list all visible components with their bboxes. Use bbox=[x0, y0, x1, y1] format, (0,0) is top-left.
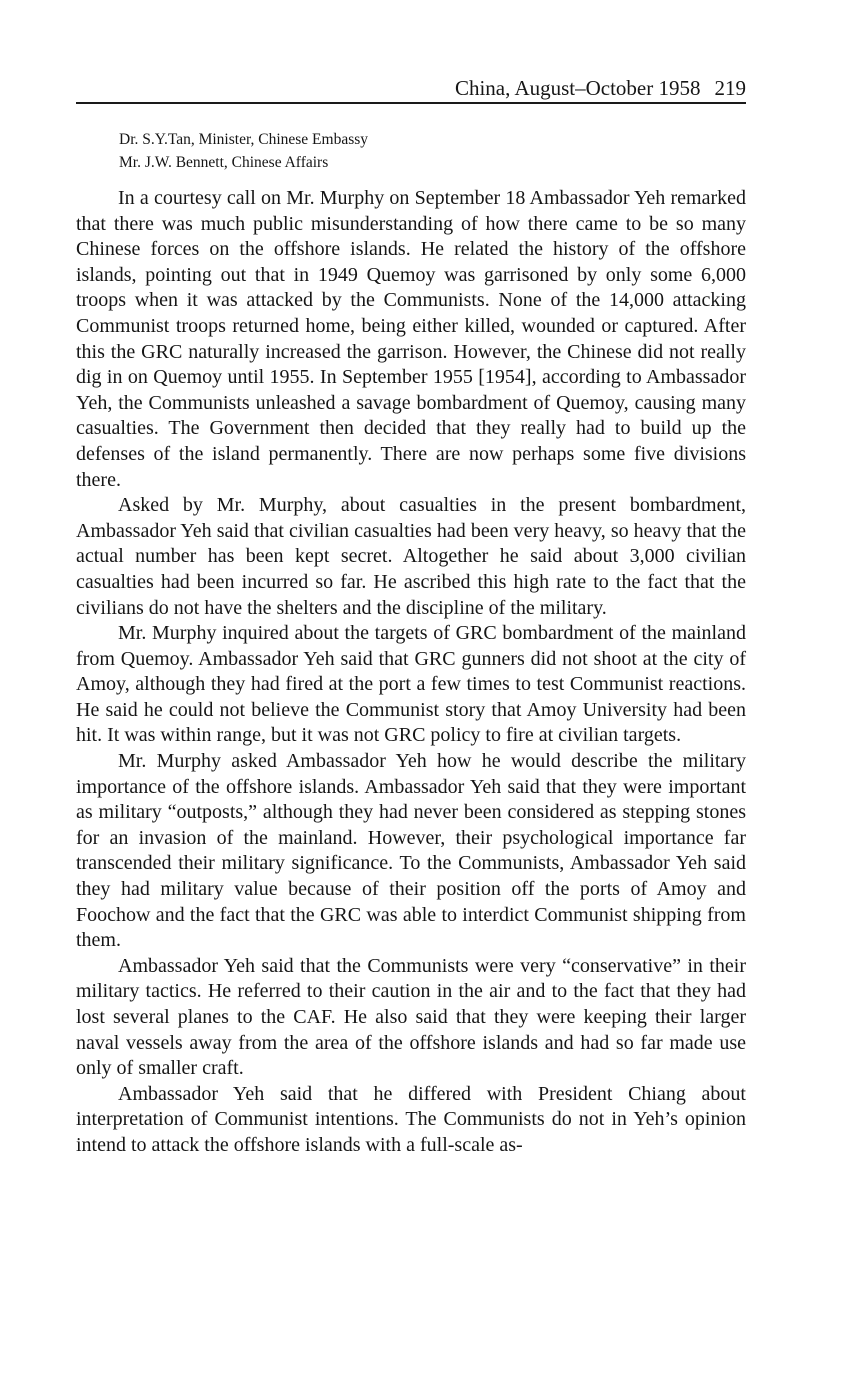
paragraph: In a courtesy call on Mr. Murphy on September 18 Ambassador Yeh remarked that there was much public misunderstanding of how there came to be so many Chinese forces on the offshore islands. He related the history of the offshore islands, pointing out that in 1949 Quemoy was garrisoned by only some 6,000 troops when it was attacked by the Communists. None of the 14,000 attacking Communist troops returned home, being either killed, wounded or captured. After this the GRC naturally increased the garrison. However, the Chinese did not really dig in on Quemoy until 1955. In September 1955 [1954], according to Ambassador Yeh, the Communists unleashed a savage bombardment of Quemoy, causing many casualties. The Government then decided that they really had to build up the defenses of the island permanently. There are now perhaps some five divisions there. bbox=[76, 187, 746, 491]
participants-list bbox=[119, 128, 719, 174]
paragraph: Asked by Mr. Murphy, about casualties in the present bombardment, Ambassador Yeh said that civilian casualties had been very heavy, so heavy that the actual number has been kept secret. Altogether he said about 3,000 civilian casualties had been incurred so far. He ascribed this high rate to the fact that the civilians do not have the shelters and the discipline of the military. bbox=[76, 494, 746, 619]
participant-line: Dr. S.Y.Tan, Minister, Chinese Embassy bbox=[119, 131, 369, 148]
paragraph: Ambassador Yeh said that he differed with President Chiang about interpretation of Communist intentions. The Communists do not in Yeh’s opinion intend to attack the offshore islands with a full-scale as- bbox=[76, 1082, 746, 1156]
running-title: China, August–October 1958 bbox=[454, 76, 701, 100]
paragraph: Mr. Murphy asked Ambassador Yeh how he would describe the military importance of the offshore islands. Ambassador Yeh said that they were important as military “outposts,” although they had never been considered as stepping stones for an invasion of the mainland. However, their psychological importance far transcended their military significance. To the Communists, Ambassador Yeh said they had military value because of their position off the ports of Amoy and Foochow and the fact that the GRC was able to interdict Communist shipping from them. bbox=[76, 750, 746, 952]
running-header bbox=[76, 74, 746, 102]
body-text bbox=[76, 186, 746, 1159]
paragraph: Ambassador Yeh said that the Communists were very “conservative” in their military tactics. He referred to their caution in the air and to the fact that they had lost several planes to the CAF. He also said that they were keeping their larger naval vessels away from the area of the offshore islands and had so far made use only of smaller craft. bbox=[76, 954, 746, 1080]
page-number: 219 bbox=[714, 76, 746, 100]
participant-line: Mr. J.W. Bennett, Chinese Affairs bbox=[119, 154, 329, 171]
paragraph: Mr. Murphy inquired about the targets of GRC bombardment of the mainland from Quemoy. Ambassador Yeh said that GRC gunners did not shoot at the city of Amoy, although they had fired at the port a few times to test Communist reactions. He said he could not believe the Communist story that Amoy University had been hit. It was within range, but it was not GRC policy to fire at civilian targets. bbox=[76, 622, 746, 747]
header-rule bbox=[76, 102, 746, 104]
